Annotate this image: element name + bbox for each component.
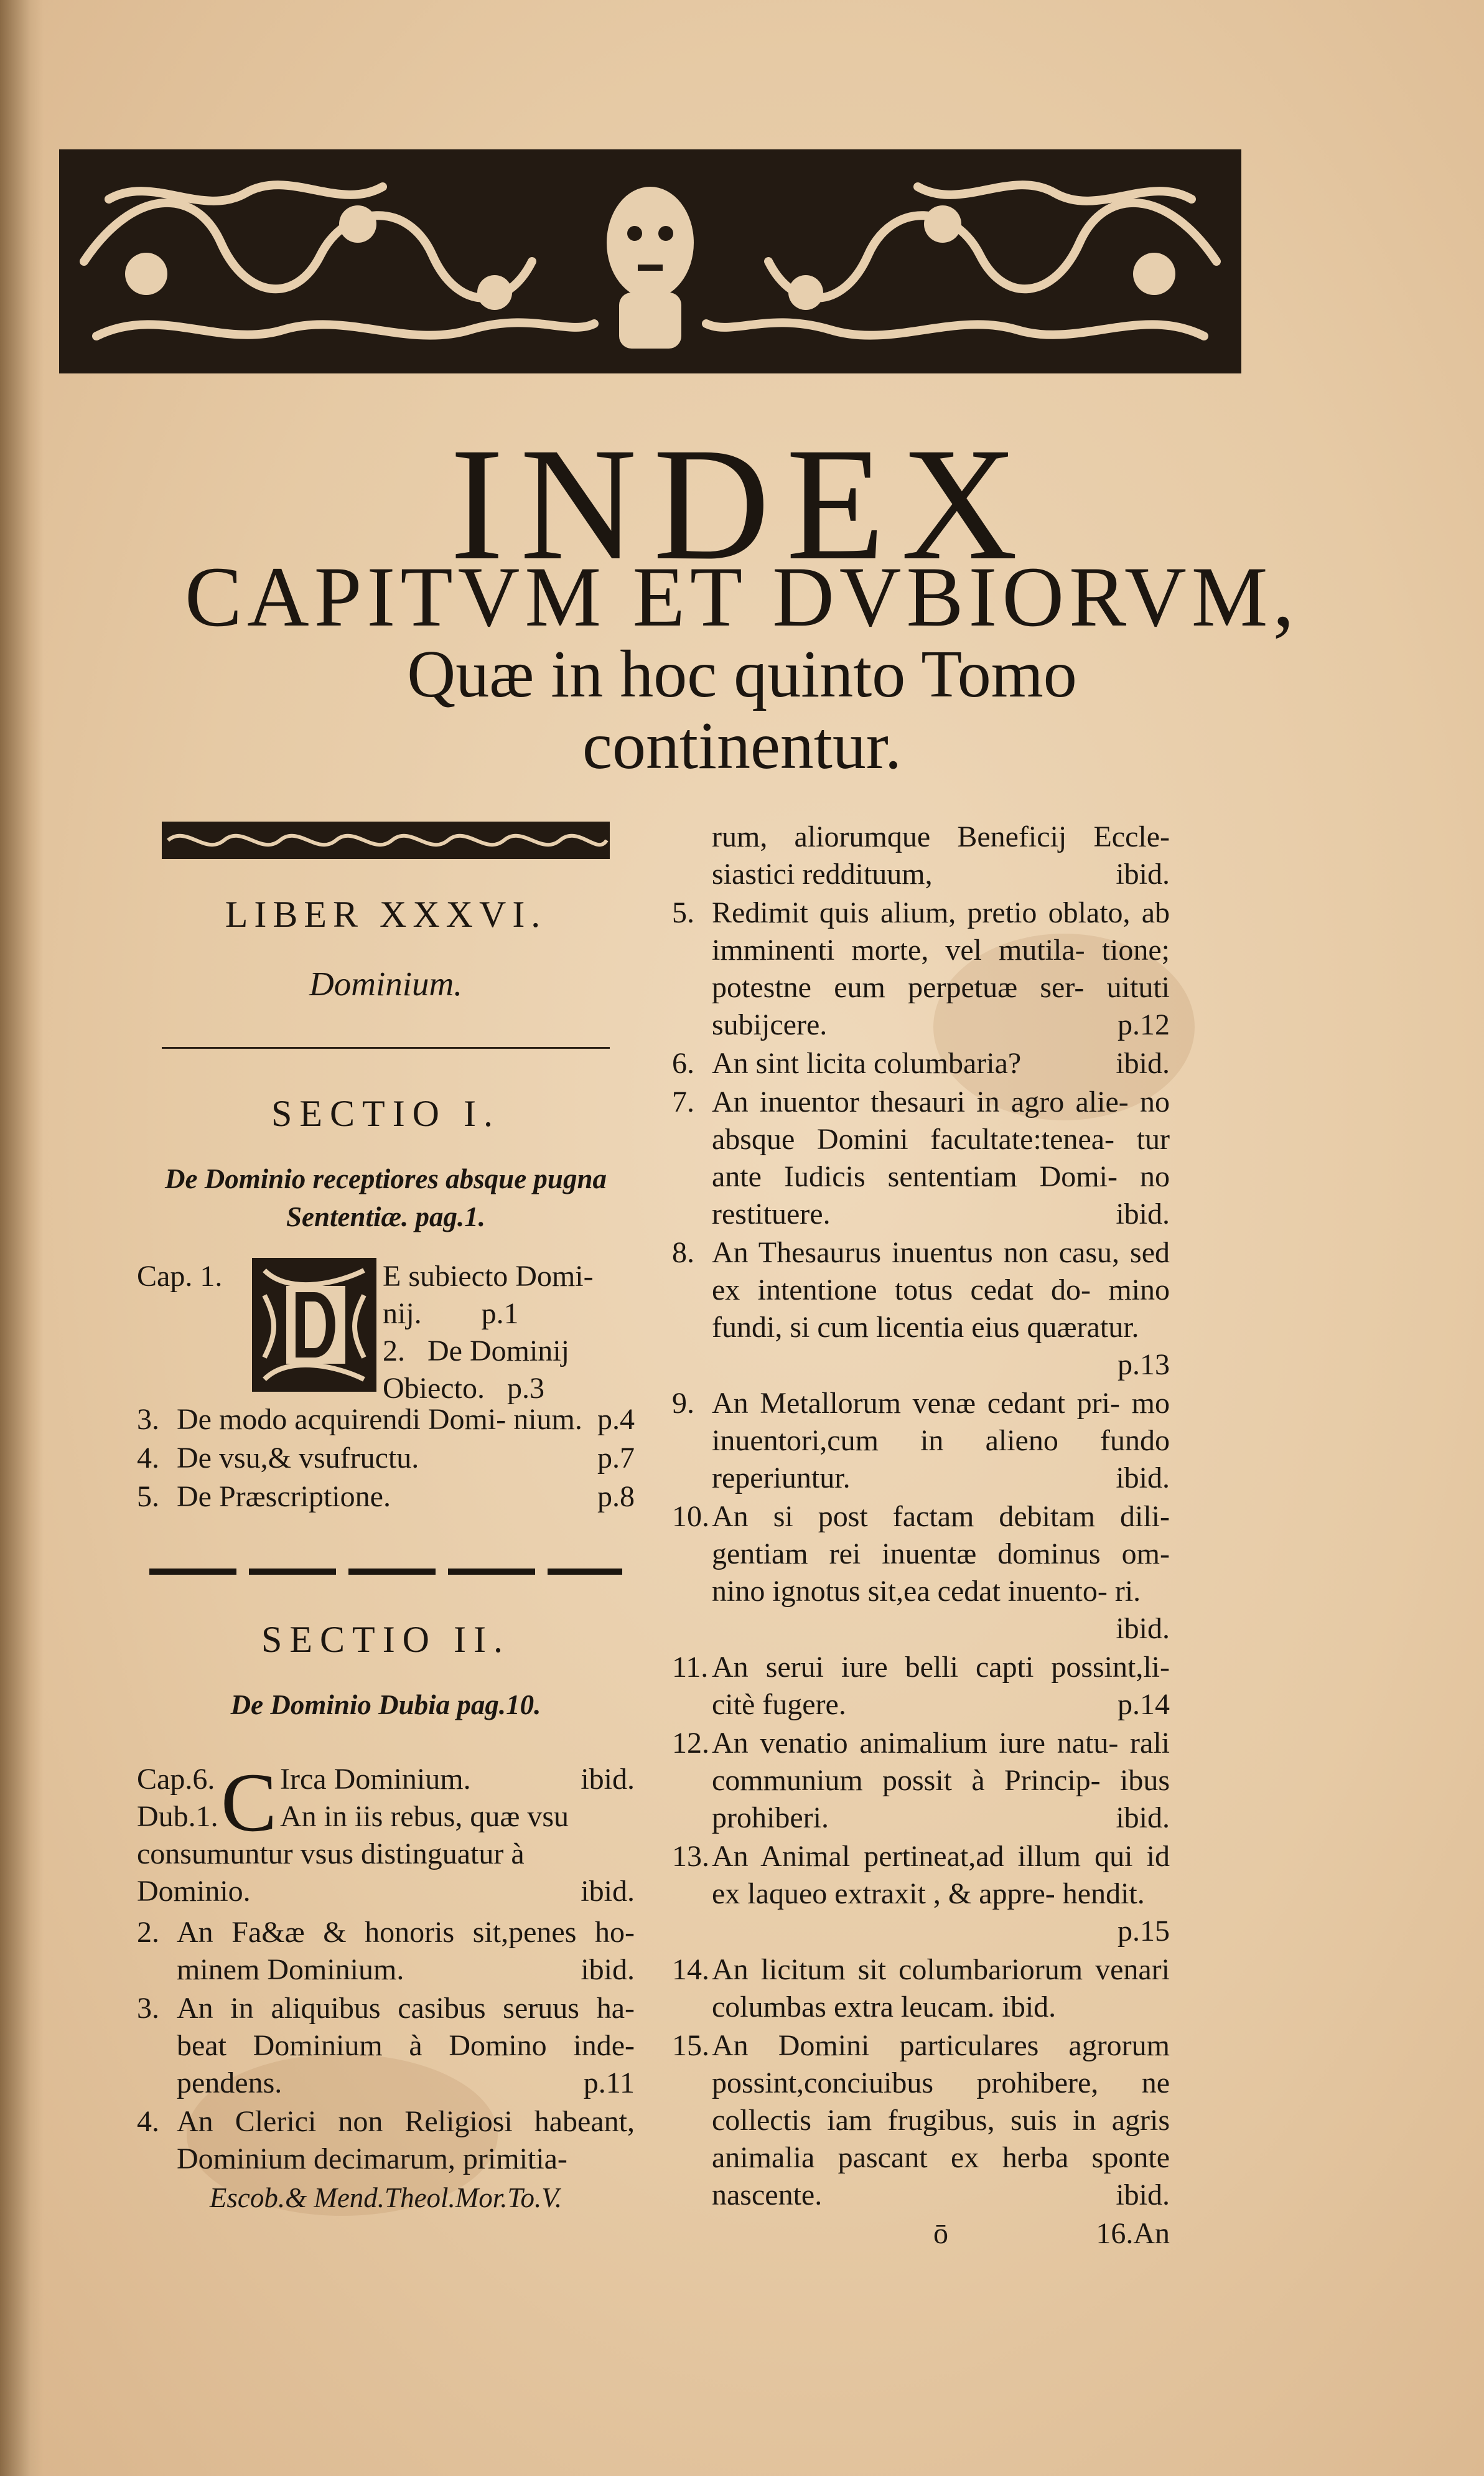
entry-number: 11. [672, 1651, 709, 1684]
entry-title: An Thesaurus inuentus non casu, sed ex intentione totus cedat do- mino fundi, si cum licentia eius quæratur. [712, 1236, 1170, 1344]
entry-title: An Domini particulares agrorum possint,conciuibus prohibere, ne collectis iam frugibus, suis in agris animalia pascant ex herba sponte nascente. [712, 2029, 1170, 2211]
section-heading: SECTIO II. [261, 1618, 510, 1660]
entry-title: De Præscriptione. [177, 1480, 391, 1513]
dubium-labels [137, 1761, 224, 1836]
entry-list [672, 818, 1170, 2214]
line-text: An in iis rebus, quæ vsu [280, 1800, 569, 1834]
entry-title: An licitum sit columbariorum venari columbas extra leucam. ibid. [712, 1953, 1170, 2023]
entry-text [712, 1649, 1170, 1723]
dubium-block [137, 1756, 635, 1910]
chapter-lines [383, 1258, 635, 1407]
list-item [672, 1385, 1170, 1497]
entry-page: p.4 [597, 1402, 635, 1436]
subject-heading: Dominium. [309, 965, 462, 1003]
entry-text [712, 1498, 1170, 1648]
entry-number: 9. [672, 1387, 694, 1420]
list-item [672, 1045, 1170, 1082]
entry-title: rum, aliorumque Beneficij Eccle- siastici reddituum, [712, 820, 1170, 891]
dubium-label: Dub.1. [137, 1800, 218, 1834]
entry-page: p.11 [583, 2066, 635, 2100]
list-item [672, 1234, 1170, 1384]
list-item [672, 1084, 1170, 1233]
entry-page: ibid. [1116, 1801, 1170, 1834]
entry-title: An Clerici non Religiosi habeant, Dominium decimarum, primitia- [177, 2105, 635, 2176]
entry-page: p.15 [1118, 1915, 1170, 1948]
divider [162, 1047, 610, 1049]
entry-title: An sint licita columbaria? [712, 1047, 1022, 1080]
list-item [137, 1914, 635, 1989]
entry-text [712, 1385, 1170, 1497]
entry-number: 12. [672, 1727, 709, 1760]
chapter-block [137, 1258, 635, 1405]
entry-number: 5. [672, 896, 694, 929]
signature-mark: ō [933, 2217, 948, 2250]
list-item [672, 1725, 1170, 1837]
entry-title: An si post factam debitam dili- gentiam rei inuentæ dominus om- nino ignotus sit,ea cedat inuento- ri. [712, 1500, 1170, 1608]
dubium-line [280, 1798, 635, 1836]
entry-text [712, 818, 1170, 893]
entry-page: ibid. [1116, 858, 1170, 891]
entry-number: 8. [672, 1236, 694, 1269]
page-gutter [0, 0, 44, 2476]
entry-text [712, 1725, 1170, 1837]
entry-title: An Metallorum venæ cedant pri- mo inuentori,cum in alieno fundo reperiuntur. [712, 1387, 1170, 1494]
entry-title: An serui iure belli capti possint,li- citè fugere. [712, 1651, 1170, 1721]
entry-page: ibid. [1116, 1047, 1170, 1080]
entry-text [712, 1838, 1170, 1950]
entry-title: De modo acquirendi Domi- nium. [177, 1402, 582, 1436]
ornamental-headpiece [59, 149, 1241, 373]
initial-letter: C [221, 1756, 278, 1850]
dubium-line [137, 1873, 635, 1910]
section-subtitle: De Dominio Dubia pag.10. [230, 1689, 541, 1720]
entry-page: ibid. [1116, 1198, 1170, 1231]
chapter-label: Cap.6. [137, 1763, 215, 1796]
title-line: Quæ in hoc quinto Tomo [407, 637, 1077, 711]
entry-page: p.7 [597, 1441, 635, 1475]
ornamental-band [162, 822, 610, 859]
entry-page: ibid. [1116, 1612, 1170, 1645]
chapter-line: E subiecto Domi- [383, 1259, 594, 1293]
entry-page: p.14 [1118, 1688, 1170, 1721]
entry-text [177, 1440, 635, 1477]
chapter-line: Obiecto. p.3 [383, 1371, 544, 1405]
section-heading: SECTIO I. [271, 1093, 500, 1134]
entry-number: 4. [137, 1441, 159, 1475]
entry-number: 10. [672, 1500, 709, 1533]
list-item [672, 818, 1170, 893]
entry-number: 2. [137, 1916, 159, 1949]
list-item [137, 2103, 635, 2178]
entry-text [712, 894, 1170, 1044]
list-item [672, 1649, 1170, 1723]
entry-text [177, 1914, 635, 1989]
line-text: consumuntur vsus distinguatur à [137, 1837, 525, 1871]
entry-text [177, 1478, 635, 1516]
entry-page: ibid. [581, 1875, 635, 1908]
left-column [137, 822, 635, 2214]
divider [149, 1569, 622, 1575]
entry-text [177, 2103, 635, 2178]
entry-number [672, 818, 712, 893]
printer-signature: Escob.& Mend.Theol.Mor.To.V. [209, 2182, 562, 2214]
entry-number: 3. [137, 1992, 159, 2025]
right-column [672, 818, 1170, 2251]
page-subtitle: CAPITVM ET DVBIORVM, [184, 549, 1299, 644]
page-footer [672, 2216, 1170, 2251]
list-item [137, 1990, 635, 2102]
entry-number: 6. [672, 1047, 694, 1080]
entry-page: p.13 [1118, 1348, 1170, 1381]
liber-heading: LIBER XXXVI. [225, 894, 547, 935]
entry-page: ibid. [581, 1953, 635, 1987]
dubium-line [280, 1761, 635, 1798]
chapter-line: nij. p.1 [383, 1297, 519, 1330]
entry-text [712, 2027, 1170, 2214]
chapter-line: 2. De Dominij [383, 1334, 569, 1367]
entry-title: An inuentor thesauri in agro alie- no absque Domini facultate:tenea- tur ante Iudicis sententiam Domi- no restituere. [712, 1086, 1170, 1231]
entry-page: ibid. [581, 1763, 635, 1796]
section-subtitle-line: Sententiæ. pag.1. [286, 1201, 486, 1232]
entry-title: An Fa&æ & honoris sit,penes ho- minem Dominium. [177, 1916, 635, 1987]
entry-page: p.8 [597, 1480, 635, 1513]
entry-page: ibid. [1116, 2178, 1170, 2211]
list-item [672, 1498, 1170, 1648]
list-item [672, 2027, 1170, 2214]
entry-text [712, 1951, 1170, 2026]
entry-text [712, 1084, 1170, 1233]
chapter-label: Cap. 1. [137, 1259, 223, 1293]
entry-page: p.12 [1118, 1008, 1170, 1041]
list-item [672, 1951, 1170, 2026]
entry-number: 13. [672, 1840, 709, 1873]
title-line: continentur. [582, 709, 902, 783]
entry-list [137, 1914, 635, 2178]
section-subtitle-line: De Dominio receptiores absque pugna [164, 1163, 607, 1194]
entry-page: ibid. [1116, 1461, 1170, 1494]
entry-title: An in aliquibus casibus seruus ha- beat Dominium à Domino inde- pendens. [177, 1992, 635, 2100]
entry-number: 14. [672, 1953, 709, 1986]
list-item [672, 1838, 1170, 1950]
entry-title: Redimit quis alium, pretio oblato, ab imminenti morte, vel mutila- tione; potestne eum perpetuæ ser- uituti subijcere. [712, 896, 1170, 1041]
entry-text [712, 1234, 1170, 1384]
entry-text [177, 1990, 635, 2102]
entry-number: 7. [672, 1086, 694, 1118]
entry-number: 5. [137, 1480, 159, 1513]
entry-number: 4. [137, 2105, 159, 2139]
entry-title: An Animal pertineat,ad illum qui id ex laqueo extraxit , & appre- hendit. [712, 1840, 1170, 1910]
entry-title: An venatio animalium iure natu- rali communium possit à Princip- ibus prohiberi. [712, 1727, 1170, 1834]
entry-list [137, 1401, 635, 1516]
entry-number: 3. [137, 1402, 159, 1436]
section-subtitle [137, 1160, 635, 1236]
list-item [137, 1478, 635, 1516]
entry-title: De vsu,& vsufructu. [177, 1441, 419, 1475]
catchword: 16.An [1096, 2217, 1170, 2250]
dubium-line [137, 1836, 635, 1873]
entry-number: 15. [672, 2029, 709, 2062]
line-text: Dominio. [137, 1875, 251, 1908]
list-item [137, 1440, 635, 1477]
entry-text [712, 1045, 1170, 1082]
page-title: INDEX [450, 415, 1034, 594]
ornamental-initial-d [252, 1258, 376, 1392]
line-text: Irca Dominium. [280, 1763, 471, 1796]
list-item [672, 894, 1170, 1044]
